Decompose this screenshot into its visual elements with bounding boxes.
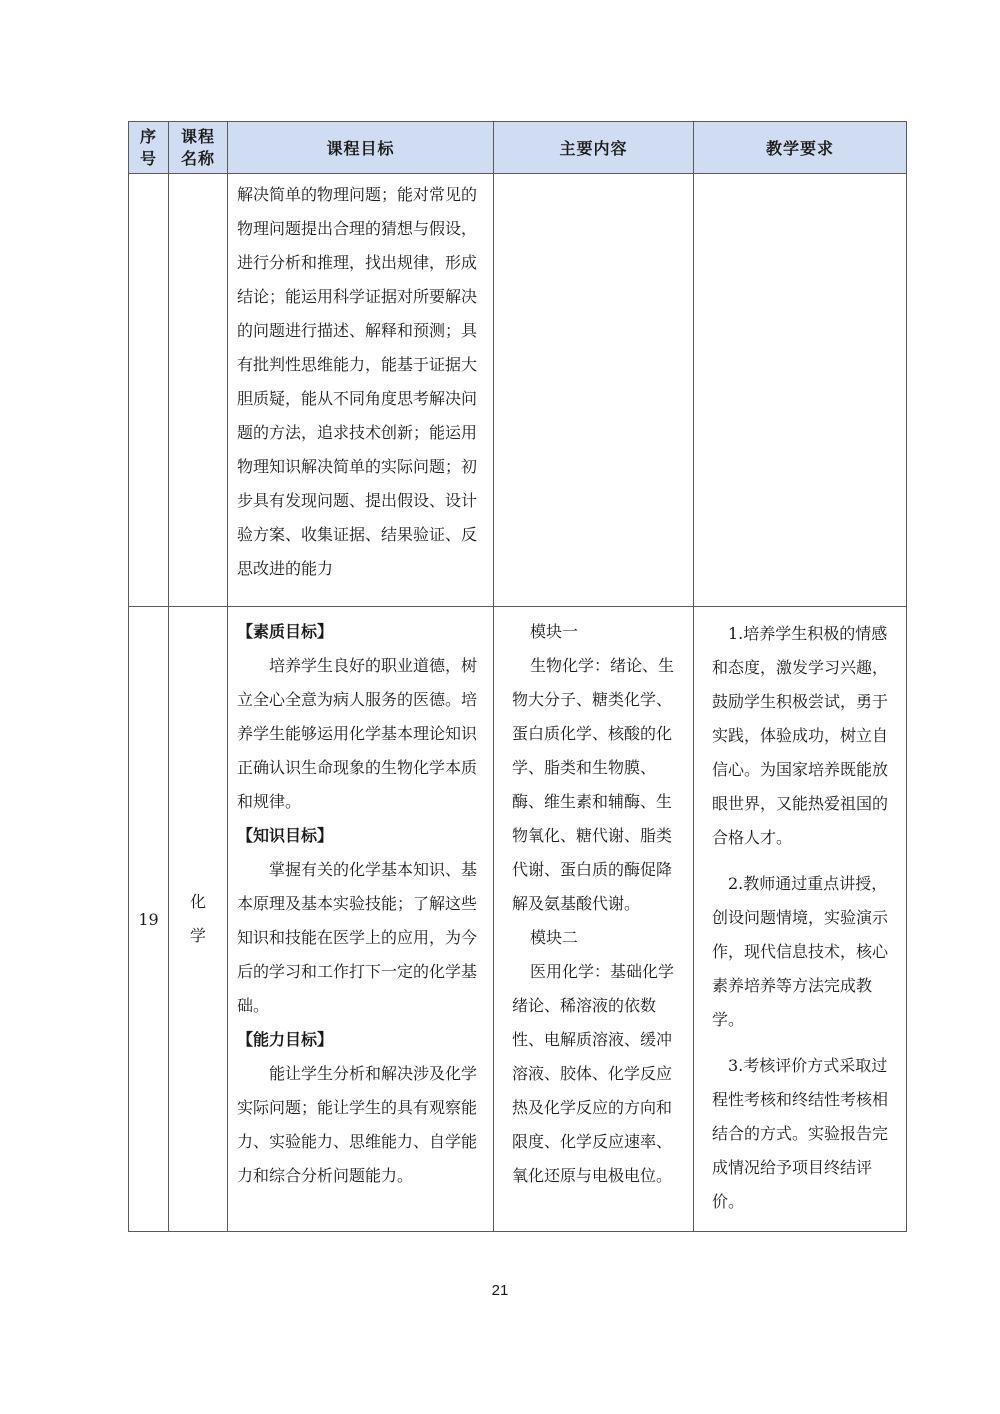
header-main-content: 主要内容 — [494, 122, 694, 174]
module1-text: 生物化学：绪论、生物大分子、糖类化学、蛋白质化学、核酸的化学、脂类和生物膜、酶、维生素和辅酶、生物氧化、糖代谢、脂类代谢、蛋白质的酶促降解及氨基酸代谢。 — [512, 656, 675, 913]
knowledge-goal-text: 掌握有关的化学基本知识、基本原理及基本实验技能；了解这些知识和技能在医学上的应用，为今后的学习和工作打下一定的化学基础。 — [237, 860, 478, 1015]
module1-label: 模块一 — [530, 622, 579, 641]
requirement-item-1: 1.培养学生积极的情感和态度，激发学习兴趣，鼓励学生积极尝试，勇于实践，体验成功，树立自信心。为国家培养既能放眼世界，又能热爱祖国的合格人才。 — [712, 624, 889, 847]
header-course-name: 课程名称 — [169, 122, 228, 174]
quality-goal-text: 培养学生良好的职业道德，树立全心全意为病人服务的医德。培养学生能够运用化学基本理论知识正确认识生命现象的生物化学本质和规律。 — [237, 656, 478, 811]
requirement-item-2: 2.教师通过重点讲授，创设问题情境，实验演示作，现代信息技术，核心素养培养等方法完成教学。 — [712, 874, 889, 1029]
chem-goals-block — [228, 607, 493, 1193]
header-seq: 序号 — [129, 122, 169, 174]
cell-content-empty — [494, 174, 694, 607]
cell-name-empty — [169, 174, 228, 607]
table-row-continued — [129, 174, 907, 607]
header-row — [129, 122, 907, 174]
page-number: 21 — [491, 1282, 509, 1299]
table-row-chemistry — [129, 607, 907, 1232]
knowledge-goal-heading: 【知识目标】 — [237, 826, 334, 845]
module2-label: 模块二 — [530, 928, 579, 947]
header-teaching-requirements: 教学要求 — [694, 122, 907, 174]
ability-goal-text: 能让学生分析和解决涉及化学实际问题；能让学生的具有观察能力、实验能力、思维能力、自学能力和综合分析问题能力。 — [237, 1064, 478, 1185]
course-name-vertical: 化学 — [189, 892, 206, 945]
cell-requirements-empty — [694, 174, 907, 607]
chem-content-block — [494, 607, 693, 1193]
requirements-block — [694, 607, 906, 1219]
course-table — [128, 121, 907, 1232]
ability-goal-heading: 【能力目标】 — [237, 1030, 334, 1049]
header-course-goals: 课程目标 — [228, 122, 494, 174]
cell-course-name — [169, 607, 228, 1232]
cell-chem-requirements — [694, 607, 907, 1232]
cell-chem-goals — [228, 607, 494, 1232]
cell-chem-content — [494, 607, 694, 1232]
goals-continued-text: 解决简单的物理问题；能对常见的物理问题提出合理的猜想与假设，进行分析和推理，找出规律，形成结论；能运用科学证据对所要解决的问题进行描述、解释和预测；具有批判性思维能力，能基于证据大胆质疑，能从不同角度思考解决问题的方法，追求技术创新；能运用物理知识解决简单的实际问题；初步具有发现问题、提出假设、设计验方案、收集证据、结果验证、反思改进的能力 — [237, 185, 478, 578]
cell-seq-empty — [129, 174, 169, 607]
quality-goal-heading: 【素质目标】 — [237, 622, 334, 641]
cell-seq-19: 19 — [129, 607, 169, 1232]
module2-text: 医用化学：基础化学绪论、稀溶液的依数性、电解质溶液、缓冲溶液、胶体、化学反应热及化学反应的方向和限度、化学反应速率、氧化还原与电极电位。 — [512, 962, 675, 1185]
cell-goals-continued — [228, 174, 494, 607]
requirement-item-3: 3.考核评价方式采取过程性考核和终结性考核相结合的方式。实验报告完成情况给予项目终结评价。 — [712, 1056, 889, 1211]
